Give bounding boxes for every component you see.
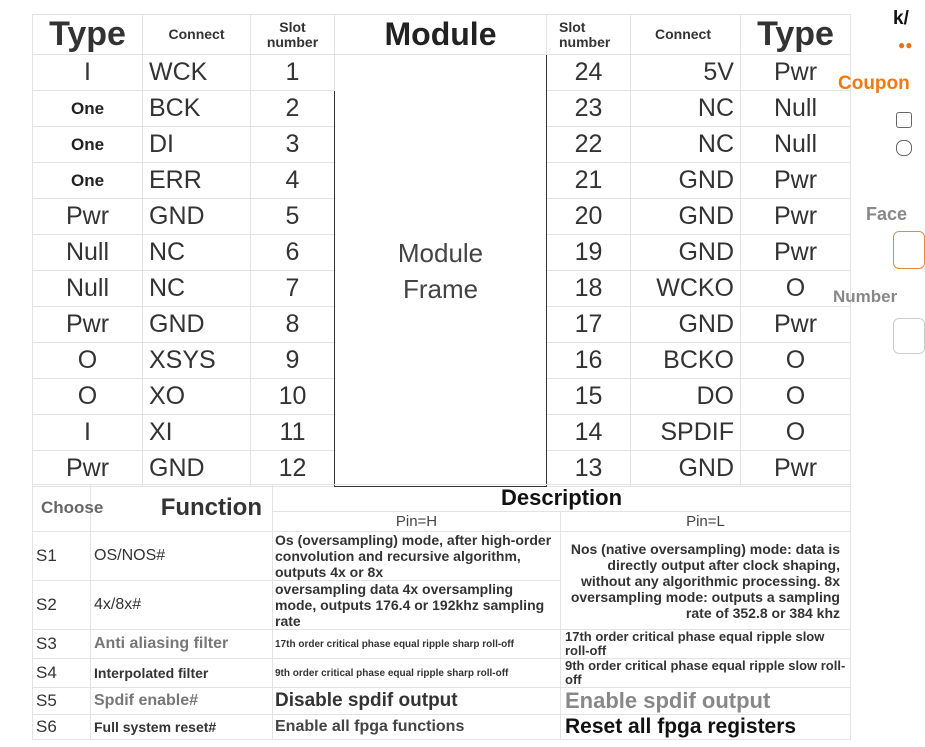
switch-id: S2	[33, 581, 91, 630]
pin-connect-left: BCK	[143, 91, 251, 127]
pin-row	[33, 55, 851, 91]
pin-slot-left: 5	[251, 199, 335, 235]
pin-connect-right: NC	[631, 127, 741, 163]
pin-connect-left: XSYS	[143, 343, 251, 379]
sidebar-top-text: k/	[893, 8, 909, 29]
pin-connect-right: GND	[631, 199, 741, 235]
switch-id: S3	[33, 630, 91, 659]
slot-left-header-line1: Slot	[279, 18, 306, 35]
switch-pin-l: Nos (native oversampling) mode: data is directly output after clock shaping, without any algorithmic processing. 8x oversampling mode: outputs a sampling rate of 352.8 or 384 khz	[561, 532, 851, 630]
switch-pin-h: Disable spdif output	[273, 688, 561, 715]
pin-connect-left: XI	[143, 415, 251, 451]
pin-type-left: I	[33, 55, 143, 91]
module-header: Module	[335, 15, 547, 55]
pin-connect-right: GND	[631, 163, 741, 199]
pin-connect-right: WCKO	[631, 271, 741, 307]
pin-slot-left: 3	[251, 127, 335, 163]
pin-connect-right: BCKO	[631, 343, 741, 379]
switch-row	[33, 715, 851, 740]
pin-slot-right: 19	[547, 235, 631, 271]
pin-type-left: Null	[33, 235, 143, 271]
pin-slot-right: 17	[547, 307, 631, 343]
pin-type-right: O	[741, 415, 851, 451]
switch-id: S1	[33, 532, 91, 581]
description-header: Description	[273, 485, 851, 512]
switch-function: Interpolated filter	[91, 659, 273, 688]
pin-type-right: Pwr	[741, 55, 851, 91]
pin-slot-right: 22	[547, 127, 631, 163]
switch-id: S5	[33, 688, 91, 715]
pin-connect-left: GND	[143, 199, 251, 235]
face-option-button[interactable]	[893, 231, 925, 269]
pin-type-right: O	[741, 379, 851, 415]
pin-connect-left: ERR	[143, 163, 251, 199]
switch-pin-l: 9th order critical phase equal ripple slow roll-off	[561, 659, 851, 688]
pin-slot-right: 20	[547, 199, 631, 235]
pin-slot-left: 7	[251, 271, 335, 307]
pinout-header-row	[33, 15, 851, 55]
switch-function: Spdif enable#	[91, 688, 273, 715]
switch-pin-h: Os (oversampling) mode, after high-order convolution and recursive algorithm, outputs 4x or 8x	[273, 532, 561, 581]
pin-connect-left: NC	[143, 235, 251, 271]
pin-type-left: One	[33, 163, 143, 199]
pin-slot-right: 14	[547, 415, 631, 451]
pin-slot-left: 11	[251, 415, 335, 451]
pin-slot-right: 24	[547, 55, 631, 91]
switch-row	[33, 688, 851, 715]
switch-function-table	[32, 484, 851, 740]
switch-pin-h: Enable all fpga functions	[273, 715, 561, 740]
pin-slot-left: 6	[251, 235, 335, 271]
switch-pin-h: 17th order critical phase equal ripple sharp roll-off	[273, 630, 561, 659]
slot-right-header-line1: Slot	[559, 18, 586, 35]
pin-slot-right: 13	[547, 451, 631, 487]
pin-connect-right: GND	[631, 235, 741, 271]
pin-slot-right: 18	[547, 271, 631, 307]
module-frame-line1: Module	[397, 237, 484, 268]
number-option-label: Number	[833, 287, 898, 306]
pin-type-left: One	[33, 127, 143, 163]
protection-icon	[896, 140, 912, 156]
shipping-icon	[896, 112, 912, 128]
function-header-row	[33, 485, 851, 512]
pin-slot-right: 15	[547, 379, 631, 415]
pin-type-right: Pwr	[741, 163, 851, 199]
switch-pin-h: 9th order critical phase equal ripple sharp roll-off	[273, 659, 561, 688]
pin-type-left: I	[33, 415, 143, 451]
switch-pin-l: Enable spdif output	[561, 688, 851, 715]
pin-type-left: Pwr	[33, 307, 143, 343]
module-frame-line2: Frame	[402, 273, 479, 304]
switch-pin-h: oversampling data 4x oversampling mode, outputs 176.4 or 192khz sampling rate	[273, 581, 561, 630]
pin-type-left: Pwr	[33, 199, 143, 235]
slot-left-header	[251, 15, 335, 55]
switch-pin-l: 17th order critical phase equal ripple slow roll-off	[561, 630, 851, 659]
pin-l-header: Pin=L	[561, 512, 851, 532]
pin-slot-left: 8	[251, 307, 335, 343]
pin-type-right: Null	[741, 127, 851, 163]
pin-type-right: Pwr	[741, 199, 851, 235]
switch-function: OS/NOS#	[91, 532, 273, 581]
pin-slot-right: 16	[547, 343, 631, 379]
pin-slot-left: 4	[251, 163, 335, 199]
pin-connect-left: XO	[143, 379, 251, 415]
switch-row	[33, 659, 851, 688]
pin-slot-left: 9	[251, 343, 335, 379]
pin-type-left: O	[33, 379, 143, 415]
pin-type-right: Pwr	[741, 307, 851, 343]
coupon-link[interactable]: Coupon	[838, 73, 910, 94]
coupon-tag-icon: ●●	[898, 38, 913, 52]
pin-connect-left: GND	[143, 451, 251, 487]
module-frame	[335, 55, 547, 487]
pin-slot-left: 12	[251, 451, 335, 487]
connect-right-header: Connect	[631, 15, 741, 55]
pin-type-left: Pwr	[33, 451, 143, 487]
face-option-label: Face	[866, 204, 908, 224]
pin-connect-left: NC	[143, 271, 251, 307]
slot-right-header-line2: number	[559, 33, 611, 50]
pin-type-left: Null	[33, 271, 143, 307]
pin-type-right: Null	[741, 91, 851, 127]
type-left-header: Type	[33, 15, 143, 55]
pinout-table	[32, 14, 851, 487]
pin-connect-left: DI	[143, 127, 251, 163]
pin-slot-left: 1	[251, 55, 335, 91]
pin-type-left: O	[33, 343, 143, 379]
pin-type-right: Pwr	[741, 451, 851, 487]
pin-connect-right: SPDIF	[631, 415, 741, 451]
pin-type-right: Pwr	[741, 235, 851, 271]
pin-slot-left: 10	[251, 379, 335, 415]
quantity-stepper[interactable]	[893, 318, 925, 354]
switch-id: S4	[33, 659, 91, 688]
slot-left-header-line2: number	[266, 33, 319, 50]
switch-row	[33, 532, 851, 581]
pin-h-header: Pin=H	[273, 512, 561, 532]
pin-connect-left: GND	[143, 307, 251, 343]
choose-header: Choose	[33, 485, 91, 532]
pin-connect-right: GND	[631, 307, 741, 343]
switch-function: Anti aliasing filter	[91, 630, 273, 659]
pin-connect-right: GND	[631, 451, 741, 487]
pin-connect-left: WCK	[143, 55, 251, 91]
switch-function: 4x/8x#	[91, 581, 273, 630]
switch-id: S6	[33, 715, 91, 740]
pin-connect-right: 5V	[631, 55, 741, 91]
function-header: Function	[91, 485, 273, 532]
pin-slot-right: 23	[547, 91, 631, 127]
switch-function: Full system reset#	[91, 715, 273, 740]
connect-left-header: Connect	[143, 15, 251, 55]
type-right-header: Type	[741, 15, 851, 55]
pin-type-right: O	[741, 343, 851, 379]
pin-connect-right: DO	[631, 379, 741, 415]
pin-slot-left: 2	[251, 91, 335, 127]
pin-slot-right: 21	[547, 163, 631, 199]
switch-pin-l: Reset all fpga registers	[561, 715, 851, 740]
pin-type-right: O	[741, 271, 851, 307]
pin-connect-right: NC	[631, 91, 741, 127]
slot-right-header	[547, 15, 631, 55]
switch-row	[33, 630, 851, 659]
pin-type-left: One	[33, 91, 143, 127]
